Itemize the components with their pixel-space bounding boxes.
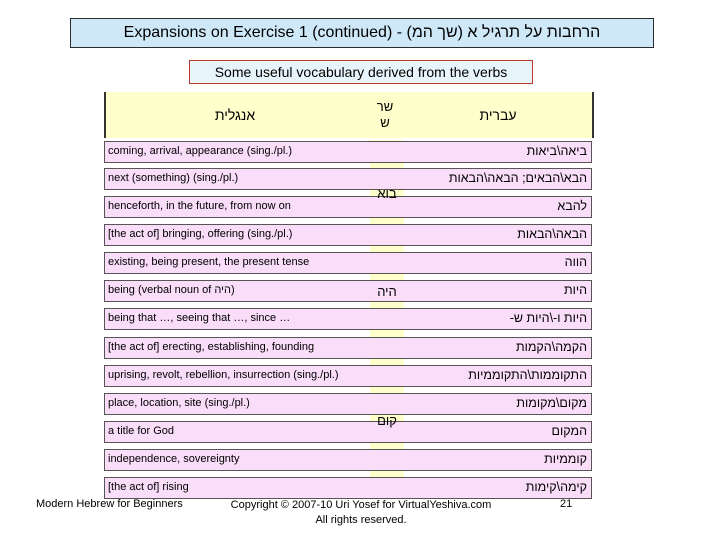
rights-line: All rights reserved. — [315, 514, 407, 526]
vocab-row — [104, 280, 592, 302]
slide-title: Expansions on Exercise 1 (continued) - (שך המ) הרחבות על תרגיל א — [70, 18, 654, 48]
vocab-row — [104, 421, 592, 443]
hebrew-term: קוממיות — [544, 452, 587, 466]
vocab-row — [104, 224, 592, 246]
footer-course-name: Modern Hebrew for Beginners — [36, 498, 183, 510]
hebrew-term: להבא — [557, 199, 587, 213]
hebrew-term: ביאה\ביאות — [526, 144, 587, 158]
root-hayah: היה — [377, 284, 397, 299]
hebrew-term: התקוממות\התקוממיות — [468, 368, 587, 382]
footer-copyright — [212, 498, 510, 528]
english-term: place, location, site (sing./pl.) — [108, 397, 250, 409]
slide-subtitle: Some useful vocabulary derived from the verbs — [189, 60, 533, 84]
vocab-row — [104, 308, 592, 330]
page-number: 21 — [560, 498, 573, 510]
header-root — [366, 92, 404, 138]
hebrew-term: היות — [563, 283, 587, 297]
header-root-line2: ש — [380, 115, 390, 130]
hebrew-term: קימה\קימות — [525, 480, 587, 494]
english-term: [the act of] rising — [108, 481, 189, 493]
hebrew-term: הבא\הבאים; הבאה\הבאות — [448, 171, 587, 185]
english-term: being (verbal noun of היה) — [108, 284, 235, 296]
english-term: [the act of] erecting, establishing, founding — [108, 341, 315, 353]
hebrew-term: הקמה\הקמות — [515, 340, 587, 354]
copyright-line: Copyright © 2007-10 Uri Yosef for VirtualYeshiva.com — [230, 499, 492, 511]
english-term: existing, being present, the present tense — [108, 256, 310, 268]
vocab-row — [104, 196, 592, 218]
root-bo: בוא — [377, 186, 397, 201]
english-term: a title for God — [108, 425, 175, 437]
english-term: [the act of] bringing, offering (sing./pl.) — [108, 228, 293, 240]
english-term: coming, arrival, appearance (sing./pl.) — [108, 145, 293, 157]
vocab-row — [104, 449, 592, 471]
hebrew-term: הבאה\הבאות — [517, 227, 587, 241]
english-term: next (something) (sing./pl.) — [108, 172, 239, 184]
vocab-row — [104, 365, 592, 387]
vocab-row — [104, 477, 592, 499]
hebrew-term: היות ו-\היות ש- — [509, 311, 587, 325]
vocab-row — [104, 168, 592, 190]
root-kum: קום — [377, 413, 397, 428]
vocab-row — [104, 393, 592, 415]
vocab-row — [104, 337, 592, 359]
header-root-line1: שר — [376, 99, 394, 114]
hebrew-term: המקום — [551, 424, 587, 438]
english-term: henceforth, in the future, from now on — [108, 200, 291, 212]
vocab-row — [104, 141, 592, 163]
vocab-row — [104, 252, 592, 274]
english-term: uprising, revolt, rebellion, insurrection (sing./pl.) — [108, 369, 339, 381]
hebrew-term: מקום\מקומות — [516, 396, 587, 410]
english-term: being that …, seeing that …, since … — [108, 312, 291, 324]
header-hebrew: עברית — [404, 92, 592, 138]
header-english: אנגלית — [104, 92, 366, 138]
header-divider-right — [592, 92, 594, 138]
hebrew-term: הווה — [564, 255, 587, 269]
english-term: independence, sovereignty — [108, 453, 240, 465]
header-divider-left — [104, 92, 106, 138]
